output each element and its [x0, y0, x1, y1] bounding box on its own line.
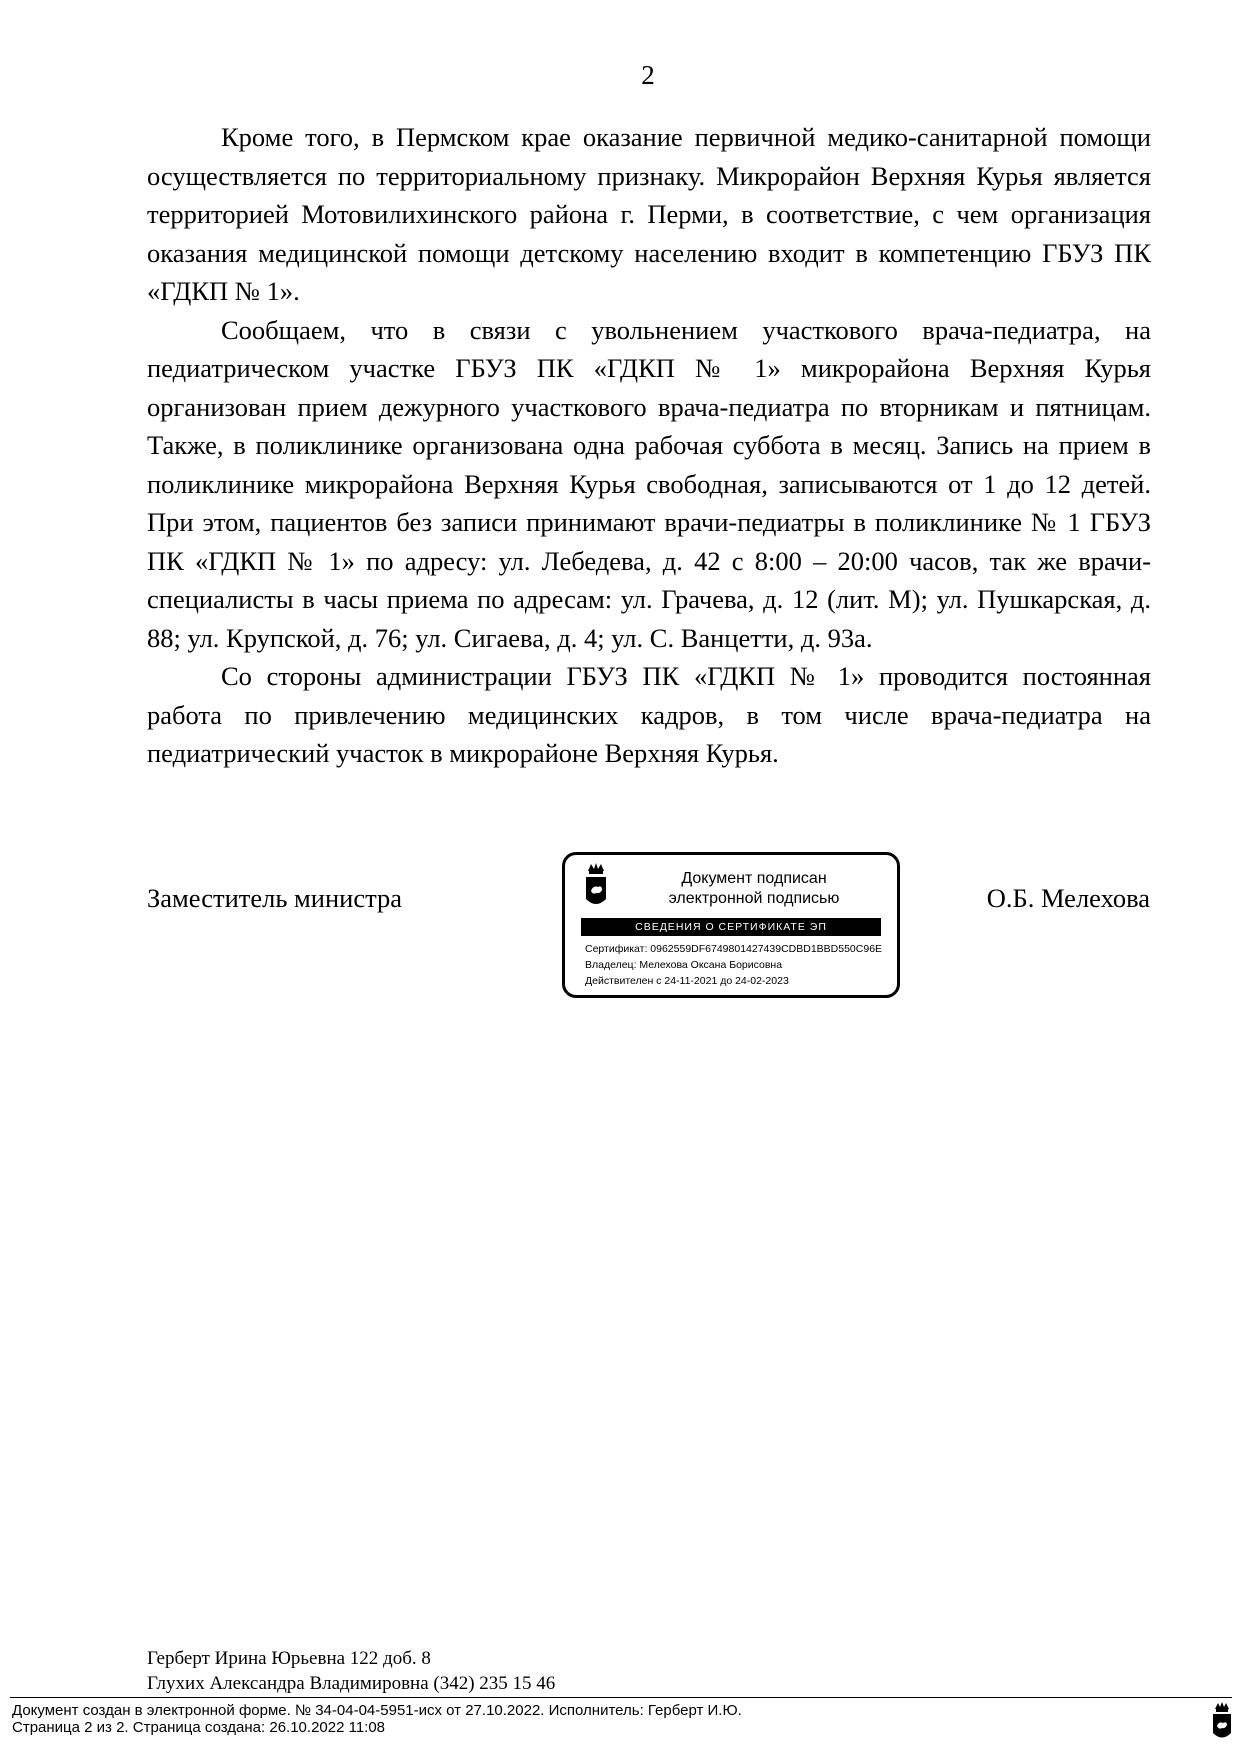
paragraph: Кроме того, в Пермском крае оказание первичной медико-санитарной помощи осуществляется по территориальному признаку. Микрорайон Верхняя Курья является территорией Мотовилихинского района г. Перми, в соответствие, с чем организация оказания медицинской помощи детскому населению входит в компетенцию ГБУЗ ПК «ГДКП № 1».	[147, 122, 1151, 306]
signatory-name: О.Б. Мелехова	[986, 883, 1150, 913]
signatory-position: Заместитель министра	[147, 883, 403, 913]
executor-contacts	[147, 1646, 555, 1696]
coat-of-arms-icon	[1211, 1700, 1233, 1744]
contact-line: Глухих Александра Владимировна (342) 235 15 46	[147, 1673, 556, 1694]
page-number: 2	[641, 60, 655, 90]
contact-line: Герберт Ирина Юрьевна 122 доб. 8	[147, 1648, 431, 1669]
stamp-title	[619, 869, 889, 909]
paragraph: Со стороны администрации ГБУЗ ПК «ГДКП № 1» проводится постоянная работа по привлечению медицинских кадров, в том числе врача-педиатра на педиатрический участок в микрорайоне Верхняя Курья.	[147, 661, 1151, 768]
footer-line: Документ создан в электронной форме. № 34-04-04-5951-исх от 27.10.2022. Исполнитель: Герберт И.Ю.	[12, 1702, 742, 1719]
stamp-title-line: электронной подписью	[668, 890, 840, 907]
stamp-title-line: Документ подписан	[681, 870, 827, 887]
certificate-info-bar: СВЕДЕНИЯ О СЕРТИФИКАТЕ ЭП	[581, 918, 881, 936]
coat-of-arms-icon	[583, 861, 609, 911]
certificate-owner: Владелец: Мелехова Оксана Борисовна	[585, 959, 783, 971]
document-footer	[12, 1702, 742, 1736]
electronic-signature-stamp	[562, 852, 900, 998]
paragraph: Сообщаем, что в связи с увольнением участкового врача-педиатра, на педиатрическом участке ГБУЗ ПК «ГДКП № 1» микрорайона Верхняя Курья организован прием дежурного участкового врача-педиатра по вторникам и пятницам. Также, в поликлинике организована одна рабочая суббота в месяц. Запись на прием в поликлинике микрорайона Верхняя Курья свободная, записываются от 1 до 12 детей. При этом, пациентов без записи принимают врачи-педиатры в поликлинике № 1 ГБУЗ ПК «ГДКП № 1» по адресу: ул. Лебедева, д. 42 с 8:00 – 20:00 часов, так же врачи-специалисты в часы приема по адресам: ул. Грачева, д. 12 (лит. М); ул. Пушкарская, д. 88; ул. Крупской, д. 76; ул. Сигаева, д. 4; ул. С. Ванцетти, д. 93а.	[147, 314, 1151, 653]
certificate-number: Сертификат: 0962559DF6749801427439CDBD1BBD550C96E	[585, 943, 883, 955]
footer-divider	[10, 1697, 1232, 1698]
certificate-validity: Действителен с 24-11-2021 до 24-02-2023	[585, 975, 789, 987]
footer-line: Страница 2 из 2. Страница создана: 26.10.2022 11:08	[12, 1719, 386, 1736]
letter-body	[147, 118, 1151, 773]
